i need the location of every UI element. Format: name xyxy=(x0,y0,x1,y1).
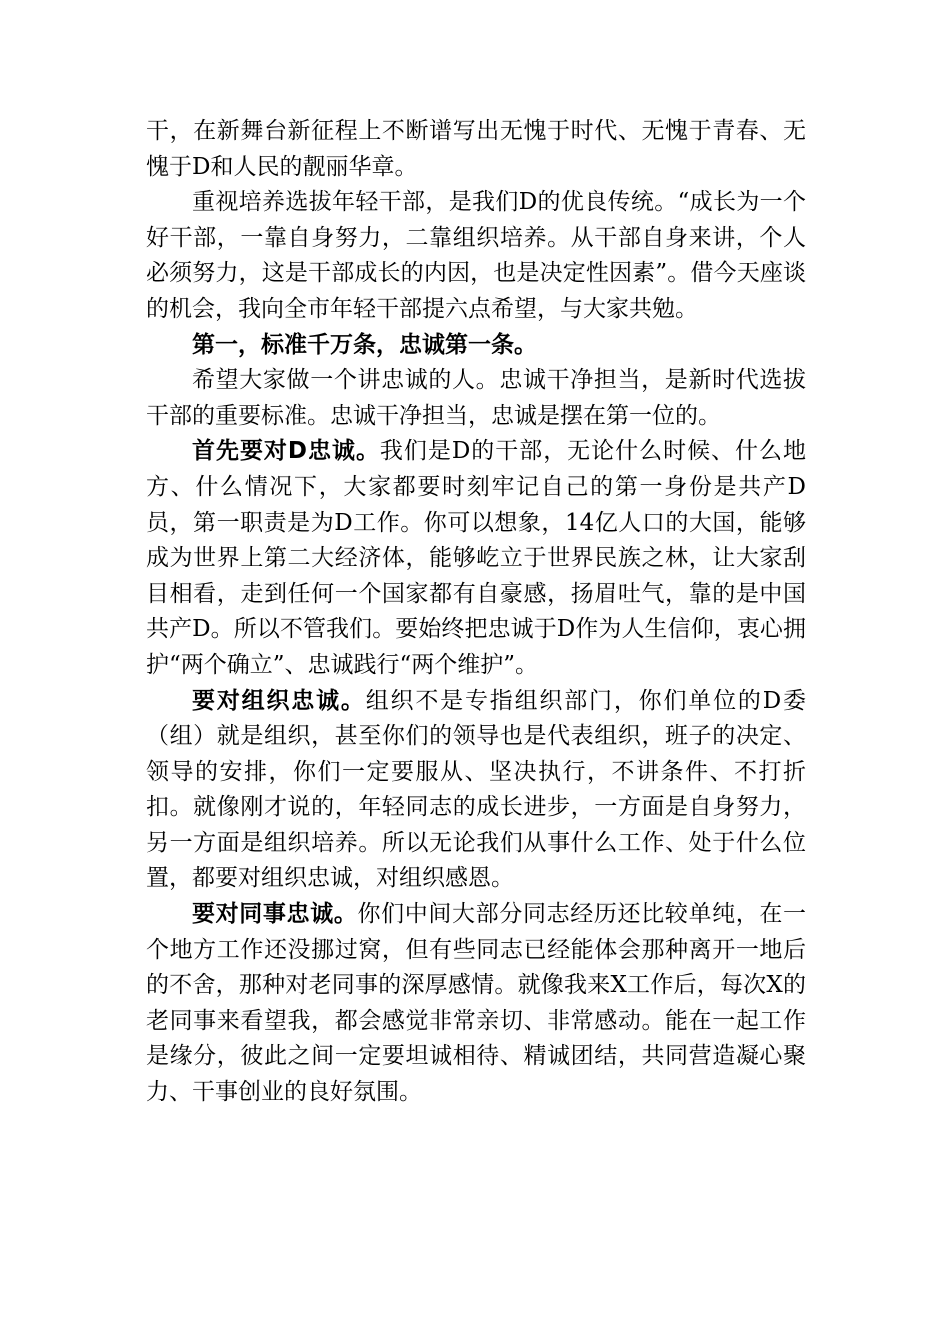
paragraph-lead: 要对同事忠诚。 xyxy=(192,901,358,928)
paragraph-loyalty-colleagues xyxy=(146,897,806,1111)
paragraph-loyalty-organization xyxy=(146,684,806,898)
paragraph-lead: 首先要对D忠诚。 xyxy=(192,438,380,465)
section-heading: 第一，标准千万条，忠诚第一条。 xyxy=(192,331,537,358)
document-page xyxy=(146,114,806,1111)
paragraph-intro: 重视培养选拔年轻干部，是我们D的优良传统。“成长为一个好干部，一靠自身努力，二靠组织培养。从干部自身来讲，个人必须努力，这是干部成长的内因，也是决定性因素”。借今天座谈的机会，我向全市年轻干部提六点希望，与大家共勉。 xyxy=(146,189,806,322)
paragraph-lead: 要对组织忠诚。 xyxy=(192,687,366,714)
paragraph-loyalty-intro: 希望大家做一个讲忠诚的人。忠诚干净担当，是新时代选拔干部的重要标准。忠诚干净担当，忠诚是摆在第一位的。 xyxy=(146,367,806,429)
paragraph-body: 你们中间大部分同志经历还比较单纯，在一个地方工作还没挪过窝，但有些同志已经能体会那种离开一地后的不舍，那种对老同事的深厚感情。就像我来X工作后，每次X的老同事来看望我，都会感觉非常亲切、非常感动。能在一起工作是缘分，彼此之间一定要坦诚相待、精诚团结，共同营造凝心聚力、干事创业的良好氛围。 xyxy=(146,901,807,1106)
paragraph-body: 我们是D的干部，无论什么时候、什么地方、什么情况下，大家都要时刻牢记自己的第一身份是共产D员，第一职责是为D工作。你可以想象，14亿人口的大国，能够成为世界上第二大经济体，能够屹立于世界民族之林，让大家刮目相看，走到任何一个国家都有自豪感，扬眉吐气，靠的是中国共产D。所以不管我们。要始终把忠诚于D作为人生信仰，衷心拥护“两个确立”、忠诚践行“两个维护”。 xyxy=(146,438,806,678)
paragraph-continuation: 干，在新舞台新征程上不断谱写出无愧于时代、无愧于青春、无愧于D和人民的靓丽华章。 xyxy=(146,118,806,180)
paragraph-body: 组织不是专指组织部门，你们单位的D委（组）就是组织，甚至你们的领导也是代表组织，班子的决定、领导的安排，你们一定要服从、坚决执行，不讲条件、不打折扣。就像刚才说的，年轻同志的成长进步，一方面是自身努力，另一方面是组织培养。所以无论我们从事什么工作、处于什么位置，都要对组织忠诚，对组织感恩。 xyxy=(146,687,806,892)
paragraph-loyalty-party xyxy=(146,434,806,683)
